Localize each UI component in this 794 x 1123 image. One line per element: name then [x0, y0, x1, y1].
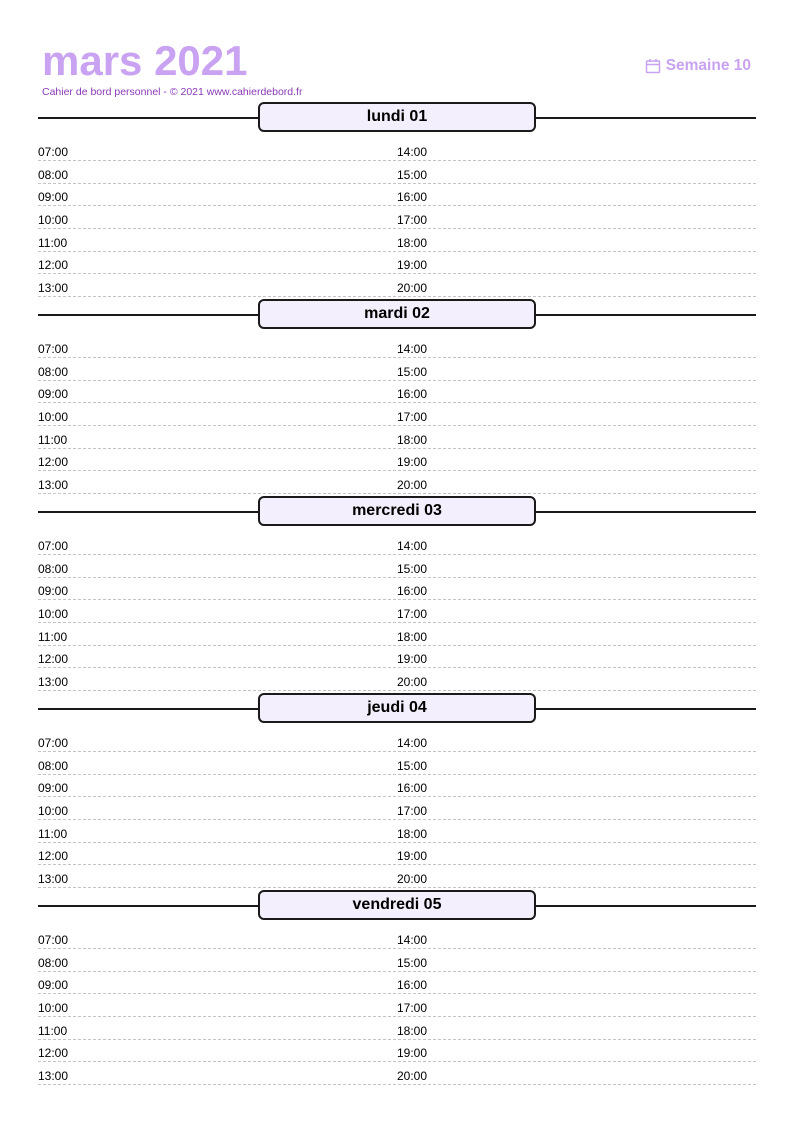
time-label-morning: 13:00 — [38, 1069, 69, 1084]
time-label-afternoon: 19:00 — [397, 849, 428, 864]
time-label-morning: 11:00 — [38, 235, 68, 250]
page-title: mars 2021 — [42, 37, 248, 84]
time-row[interactable] — [38, 471, 756, 494]
time-label-afternoon: 20:00 — [397, 872, 428, 887]
time-label-afternoon: 14:00 — [397, 933, 428, 947]
time-row[interactable] — [38, 448, 756, 471]
time-row[interactable] — [38, 865, 756, 888]
time-label-afternoon: 19:00 — [397, 1046, 428, 1061]
time-label-morning: 08:00 — [38, 167, 69, 182]
time-label-morning: 13:00 — [38, 675, 69, 690]
day-section — [38, 496, 756, 693]
time-label-afternoon: 20:00 — [397, 1069, 428, 1084]
time-label-morning: 12:00 — [38, 652, 69, 667]
time-label-morning: 10:00 — [38, 804, 69, 818]
subtitle: Cahier de bord personnel - © 2021 www.cahierdebord.fr — [42, 86, 303, 98]
time-label-morning: 08:00 — [38, 364, 69, 379]
time-label-morning: 13:00 — [38, 478, 69, 493]
time-label-morning: 11:00 — [38, 826, 68, 841]
time-label-morning: 07:00 — [38, 145, 69, 159]
time-label-afternoon: 15:00 — [397, 758, 428, 773]
time-row[interactable] — [38, 842, 756, 865]
time-row[interactable] — [38, 820, 756, 843]
time-label-afternoon: 16:00 — [397, 190, 428, 205]
time-label-afternoon: 14:00 — [397, 539, 428, 553]
time-row[interactable] — [38, 229, 756, 252]
time-row[interactable] — [38, 251, 756, 274]
time-row[interactable] — [38, 206, 756, 229]
week-label: Semaine 10 — [665, 57, 751, 74]
time-row[interactable] — [38, 555, 756, 578]
time-label-afternoon: 18:00 — [397, 629, 428, 644]
time-row[interactable] — [38, 335, 756, 358]
time-label-afternoon: 20:00 — [397, 281, 428, 296]
time-row[interactable] — [38, 623, 756, 646]
time-label-afternoon: 18:00 — [397, 235, 428, 250]
time-label-morning: 08:00 — [38, 955, 69, 970]
time-row[interactable] — [38, 274, 756, 297]
time-row[interactable] — [38, 358, 756, 381]
time-label-afternoon: 16:00 — [397, 781, 428, 796]
time-row[interactable] — [38, 668, 756, 691]
time-row[interactable] — [38, 1062, 756, 1085]
time-label-afternoon: 17:00 — [397, 213, 428, 227]
time-label-afternoon: 19:00 — [397, 652, 428, 667]
day-section — [38, 890, 756, 1087]
time-label-afternoon: 14:00 — [397, 145, 428, 159]
day-label: vendredi 05 — [258, 890, 536, 920]
time-label-morning: 09:00 — [38, 387, 69, 402]
time-label-morning: 10:00 — [38, 1001, 69, 1015]
day-label: mardi 02 — [258, 299, 536, 329]
time-label-morning: 11:00 — [38, 1023, 68, 1038]
time-row[interactable] — [38, 380, 756, 403]
time-label-morning: 07:00 — [38, 342, 69, 356]
time-row[interactable] — [38, 426, 756, 449]
time-label-morning: 09:00 — [38, 190, 69, 205]
time-row[interactable] — [38, 161, 756, 184]
time-label-afternoon: 16:00 — [397, 978, 428, 993]
day-section — [38, 693, 756, 890]
time-label-morning: 12:00 — [38, 1046, 69, 1061]
time-row[interactable] — [38, 1039, 756, 1062]
time-row[interactable] — [38, 1017, 756, 1040]
time-label-morning: 10:00 — [38, 410, 69, 424]
time-row[interactable] — [38, 926, 756, 949]
time-label-morning: 12:00 — [38, 849, 69, 864]
time-label-morning: 09:00 — [38, 978, 69, 993]
time-label-morning: 12:00 — [38, 258, 69, 273]
time-label-morning: 11:00 — [38, 629, 68, 644]
time-label-morning: 10:00 — [38, 607, 69, 621]
time-label-morning: 13:00 — [38, 872, 69, 887]
time-label-afternoon: 18:00 — [397, 1023, 428, 1038]
day-label: mercredi 03 — [258, 496, 536, 526]
time-row[interactable] — [38, 532, 756, 555]
time-label-morning: 11:00 — [38, 432, 68, 447]
time-label-afternoon: 20:00 — [397, 478, 428, 493]
time-label-afternoon: 16:00 — [397, 584, 428, 599]
time-row[interactable] — [38, 949, 756, 972]
day-label: jeudi 04 — [258, 693, 536, 723]
time-label-morning: 07:00 — [38, 539, 69, 553]
time-row[interactable] — [38, 774, 756, 797]
time-label-afternoon: 20:00 — [397, 675, 428, 690]
time-row[interactable] — [38, 138, 756, 161]
day-section — [38, 299, 756, 496]
time-label-afternoon: 16:00 — [397, 387, 428, 402]
day-label: lundi 01 — [258, 102, 536, 132]
time-label-morning: 07:00 — [38, 736, 69, 750]
time-label-afternoon: 15:00 — [397, 955, 428, 970]
time-label-afternoon: 14:00 — [397, 342, 428, 356]
calendar-icon — [645, 58, 661, 74]
time-row[interactable] — [38, 797, 756, 820]
time-label-afternoon: 17:00 — [397, 804, 428, 818]
time-label-morning: 10:00 — [38, 213, 69, 227]
time-label-morning: 07:00 — [38, 933, 69, 947]
time-label-afternoon: 18:00 — [397, 826, 428, 841]
time-label-afternoon: 14:00 — [397, 736, 428, 750]
time-row[interactable] — [38, 729, 756, 752]
time-label-afternoon: 15:00 — [397, 364, 428, 379]
time-label-afternoon: 17:00 — [397, 1001, 428, 1015]
time-row[interactable] — [38, 577, 756, 600]
time-row[interactable] — [38, 645, 756, 668]
time-row[interactable] — [38, 600, 756, 623]
time-label-morning: 08:00 — [38, 758, 69, 773]
time-row[interactable] — [38, 403, 756, 426]
week-indicator — [645, 57, 751, 75]
time-label-morning: 13:00 — [38, 281, 69, 296]
time-label-afternoon: 18:00 — [397, 432, 428, 447]
time-row[interactable] — [38, 994, 756, 1017]
time-label-morning: 09:00 — [38, 584, 69, 599]
time-label-morning: 08:00 — [38, 561, 69, 576]
time-row[interactable] — [38, 971, 756, 994]
time-label-morning: 12:00 — [38, 455, 69, 470]
time-label-afternoon: 15:00 — [397, 561, 428, 576]
time-label-afternoon: 15:00 — [397, 167, 428, 182]
time-label-afternoon: 19:00 — [397, 258, 428, 273]
time-row[interactable] — [38, 752, 756, 775]
time-label-afternoon: 19:00 — [397, 455, 428, 470]
time-label-afternoon: 17:00 — [397, 607, 428, 621]
time-label-morning: 09:00 — [38, 781, 69, 796]
time-label-afternoon: 17:00 — [397, 410, 428, 424]
time-row[interactable] — [38, 183, 756, 206]
day-section — [38, 102, 756, 299]
